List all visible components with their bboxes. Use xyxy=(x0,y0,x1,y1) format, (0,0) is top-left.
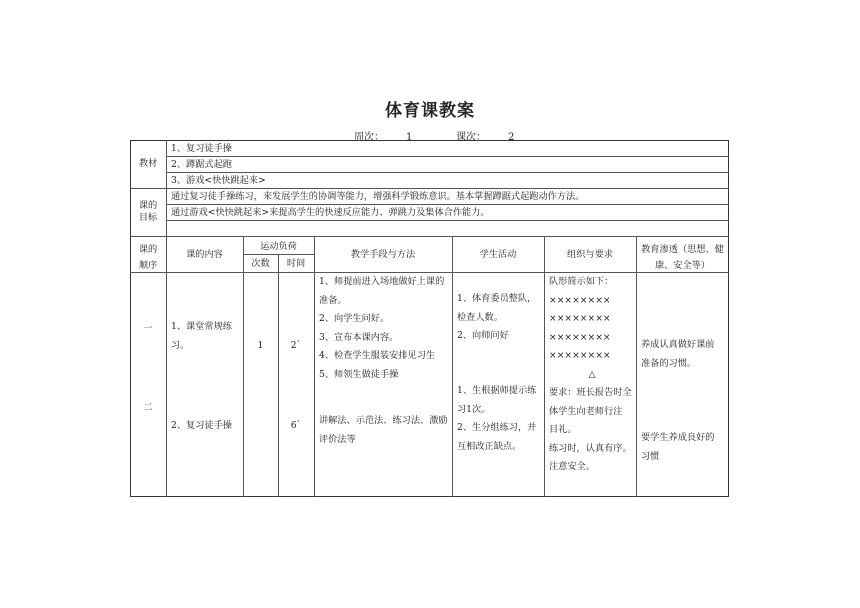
row-2-student-line: 1、生根据师提示练 xyxy=(457,385,537,396)
divider xyxy=(130,236,729,237)
row-1-content xyxy=(171,318,243,355)
row-1-method-line: 准备。 xyxy=(319,294,347,306)
divider xyxy=(166,204,729,205)
row-2-edu-line: 习惯 xyxy=(641,450,660,462)
row-1-edu-line: 养成认真做好课前 xyxy=(641,339,715,350)
row-1-method-line: 2、向学生问好。 xyxy=(319,313,390,324)
divider xyxy=(130,188,729,189)
divider xyxy=(166,172,729,173)
row-2-method-line: 评价法等 xyxy=(319,433,356,445)
org-formation-row: ×××××××× xyxy=(549,294,611,306)
row-1-count: 1 xyxy=(257,340,264,351)
row-2-edu xyxy=(641,429,729,466)
row-1-method xyxy=(319,273,452,384)
row-1-time: 2` xyxy=(290,340,302,351)
header-count: 次数 xyxy=(251,258,270,269)
org-line: 要求：班长报告时全 xyxy=(549,387,632,398)
org-line: 队形简示如下： xyxy=(549,276,614,287)
divider xyxy=(544,236,545,497)
divider xyxy=(636,236,637,497)
row-2-student-line: 2、生分组练习，并 xyxy=(457,422,537,433)
row-1-student-line: 2、向师问好 xyxy=(457,330,509,341)
row-1-edu xyxy=(641,336,729,373)
header-order-line-1: 课的 xyxy=(138,244,158,255)
header-org: 组织与要求 xyxy=(567,249,613,260)
divider xyxy=(166,156,729,157)
teacher-position-marker: △ xyxy=(588,368,596,380)
row-1-student-line: 1、体育委员整队， xyxy=(457,293,537,304)
goal-item-2: 通过游戏<快快跳起来>来提高学生的快速反应能力、弹跳力及集体合作能力。 xyxy=(171,207,490,218)
row-1-method-line: 5、师领生做徒手操 xyxy=(319,368,399,380)
org-line: 目礼。 xyxy=(549,424,577,435)
lesson-label: 课次： xyxy=(456,132,486,143)
row-1-edu-line: 准备的习惯。 xyxy=(641,357,697,369)
row-2-method xyxy=(319,412,452,449)
row-2-student-line: 互相改正缺点。 xyxy=(457,440,522,452)
row-1-method-line: 4、检查学生服装安排见习生 xyxy=(319,350,436,361)
row-2-student-line: 习1次。 xyxy=(457,403,491,415)
header-edu xyxy=(636,242,729,274)
divider xyxy=(452,236,453,497)
row-1-student xyxy=(457,290,544,346)
header-content: 课的内容 xyxy=(186,249,223,260)
org-line: 体学生向老师行注 xyxy=(549,405,623,417)
header-student: 学生活动 xyxy=(479,249,517,260)
row-1-order: 一 xyxy=(143,323,153,334)
header-load: 运动负荷 xyxy=(260,241,297,252)
row-1-method-line: 1、师提前进入场地做好上课的 xyxy=(319,276,445,287)
row-1-method-line: 3、宣布本课内容。 xyxy=(319,331,399,343)
goal-item-1: 通过复习徒手操练习，来发展学生的协调等能力，增强科学锻炼意识。基本掌握蹲踞式起跑动作方法。 xyxy=(171,191,585,202)
goals-label-line-1: 课的 xyxy=(138,200,158,211)
header-edu-line-2: 康、安全等） xyxy=(654,260,711,271)
row-1-student-line: 检查人数。 xyxy=(457,311,503,323)
row-2-time: 6` xyxy=(290,420,302,431)
header-order-line-2: 顺序 xyxy=(138,260,158,271)
org-formation-row: ×××××××× xyxy=(549,313,611,324)
org-line: 练习时，认真有序。 xyxy=(549,442,632,454)
row-2-student xyxy=(457,382,544,456)
divider xyxy=(166,220,729,221)
page-title: 体育课教案 xyxy=(385,101,475,121)
divider xyxy=(243,236,244,497)
jiaocai-item-2: 2、蹲踞式起跑 xyxy=(171,159,232,170)
jiaocai-item-1: 1、复习徒手操 xyxy=(171,143,232,154)
lesson-value: 2 xyxy=(508,132,515,143)
jiaocai-item-3: 3、游戏<快快跳起来> xyxy=(171,175,266,186)
goals-label-line-2: 目标 xyxy=(138,212,158,223)
org-formation-row: ×××××××× xyxy=(549,331,611,343)
org-formation-row: ×××××××× xyxy=(549,350,611,361)
row-1-content-line-2: 习。 xyxy=(171,339,190,351)
org-column xyxy=(549,273,635,477)
row-2-method-line: 讲解法、示范法、练习法、激励 xyxy=(319,415,448,426)
row-2-content: 2、复习徒手操 xyxy=(171,420,232,431)
header-time: 时间 xyxy=(286,258,306,269)
divider xyxy=(278,254,279,497)
jiaocai-label: 教材 xyxy=(138,158,158,169)
header-order xyxy=(130,242,166,274)
week-label: 周次： xyxy=(354,132,384,143)
goals-label xyxy=(130,200,166,224)
week-value: 1 xyxy=(406,132,413,143)
header-edu-line-1: 教育渗透（思想、健 xyxy=(641,244,724,255)
row-2-edu-line: 要学生养成良好的 xyxy=(641,432,715,443)
divider xyxy=(314,236,315,497)
row-1-content-line-1: 1、课堂常规练 xyxy=(171,321,232,332)
org-line: 注意安全。 xyxy=(549,461,595,472)
row-2-order: 二 xyxy=(143,402,153,413)
divider xyxy=(166,140,167,497)
header-method: 教学手段与方法 xyxy=(350,249,416,260)
